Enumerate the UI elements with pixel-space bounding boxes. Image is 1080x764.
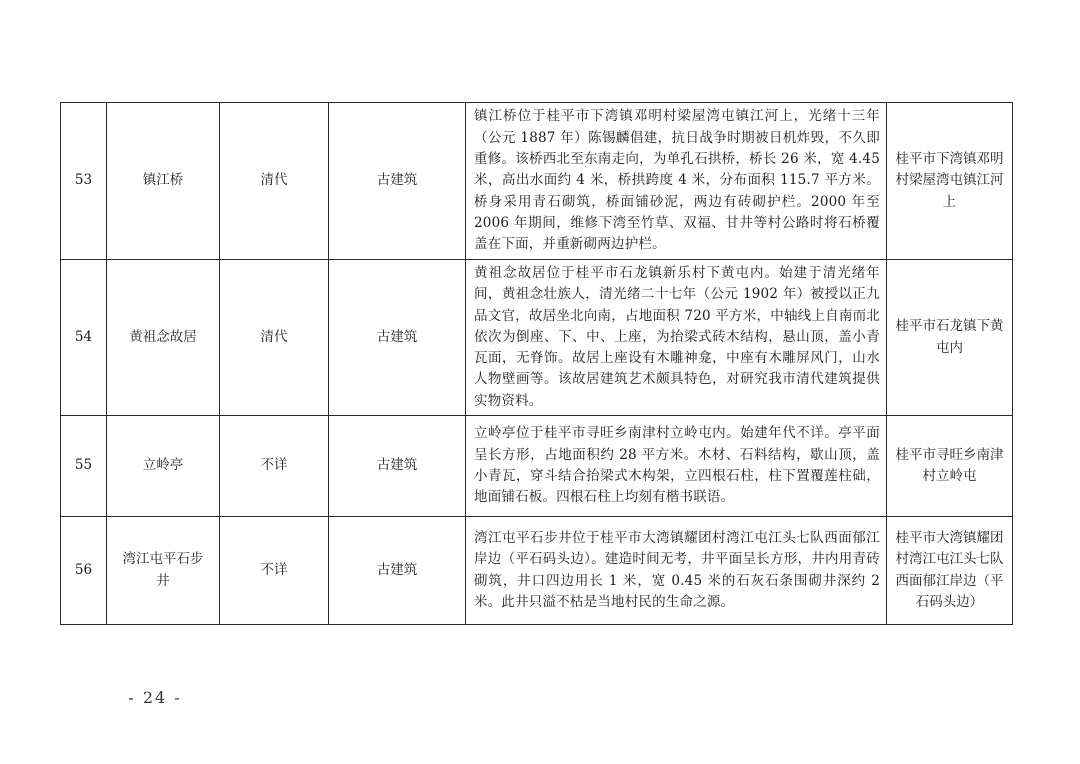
site-name: 镇江桥	[107, 103, 220, 260]
page-number: - 24 -	[128, 688, 182, 707]
site-name: 黄祖念故居	[107, 260, 220, 416]
site-era: 不详	[220, 416, 329, 517]
site-description: 黄祖念故居位于桂平市石龙镇新乐村下黄屯内。始建于清光绪年间，黄祖念壮族人，清光绪二十七年（公元 1902 年）被授以正九品文官，故居坐北向南，占地面积 720 平方米，中轴线上自南而北依次为倒座、下、中、上座，为抬梁式砖木结构，悬山顶，盖小青瓦面，无脊饰。故居上座设有木雕神龛，中座有木雕屏风门，山水人物壁画等。该故居建筑艺术颇具特色，对研究我市清代建筑提供实物资料。	[466, 260, 887, 416]
table-row	[61, 103, 1013, 260]
site-era: 清代	[220, 260, 329, 416]
row-number: 56	[61, 517, 107, 625]
site-location: 桂平市寻旺乡南津村立岭屯	[887, 416, 1013, 517]
table-row	[61, 416, 1013, 517]
site-category: 古建筑	[329, 517, 466, 625]
site-category: 古建筑	[329, 416, 466, 517]
site-location: 桂平市大湾镇耀团村湾江屯江头七队西面郁江岸边（平石码头边）	[887, 517, 1013, 625]
site-location: 桂平市石龙镇下黄屯内	[887, 260, 1013, 416]
site-description: 湾江屯平石步井位于桂平市大湾镇耀团村湾江屯江头七队西面郁江岸边（平石码头边）。建造时间无考，井平面呈长方形，井内用青砖砌筑，井口四边用长 1 米，宽 0.45 米的石灰石条围砌井深约 2 米。此井只溢不枯是当地村民的生命之源。	[466, 517, 887, 625]
row-number: 53	[61, 103, 107, 260]
heritage-table	[60, 102, 1013, 625]
site-name: 湾江屯平石步井	[107, 517, 220, 625]
site-location: 桂平市下湾镇邓明村梁屋湾屯镇江河上	[887, 103, 1013, 260]
site-category: 古建筑	[329, 103, 466, 260]
site-category: 古建筑	[329, 260, 466, 416]
site-era: 不详	[220, 517, 329, 625]
site-name: 立岭亭	[107, 416, 220, 517]
table-row	[61, 517, 1013, 625]
site-description: 镇江桥位于桂平市下湾镇邓明村梁屋湾屯镇江河上，光绪十三年（公元 1887 年）陈锡麟倡建，抗日战争时期被日机炸毁，不久即重修。该桥西北至东南走向，为单孔石拱桥，桥长 26 米，宽 4.45 米，高出水面约 4 米，桥拱跨度 4 米，分布面积 115.7 平方米。桥身采用青石砌筑，桥面铺砂泥，两边有砖砌护栏。2000 年至 2006 年期间，维修下湾至竹草、双福、甘井等村公路时将石桥覆盖在下面，并重新砌两边护栏。	[466, 103, 887, 260]
row-number: 55	[61, 416, 107, 517]
row-number: 54	[61, 260, 107, 416]
table-row	[61, 260, 1013, 416]
site-era: 清代	[220, 103, 329, 260]
site-description: 立岭亭位于桂平市寻旺乡南津村立岭屯内。始建年代不详。亭平面呈长方形，占地面积约 28 平方米。木材、石料结构，歇山顶，盖小青瓦，穿斗结合抬梁式木构架，立四根石柱，柱下置覆莲柱础，地面铺石板。四根石柱上均刻有楷书联语。	[466, 416, 887, 517]
